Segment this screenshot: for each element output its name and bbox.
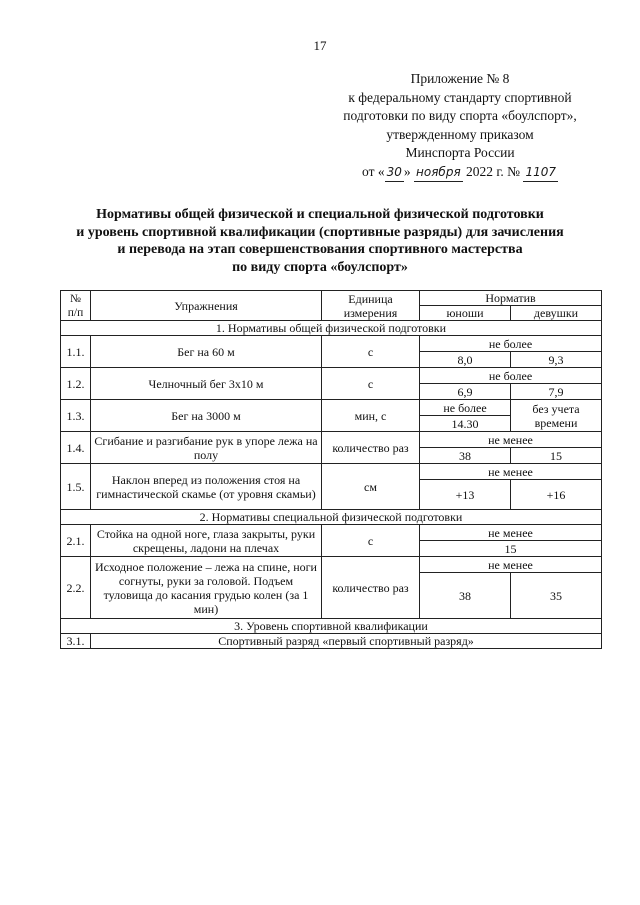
title-line-1: Нормативы общей физической и специальной физической подготовки — [96, 207, 544, 222]
row-boys-qualifier: не более — [420, 400, 511, 416]
row-num: 1.5. — [61, 464, 91, 510]
row-num: 1.2. — [61, 368, 91, 400]
year-text: 2022 г. № — [466, 163, 521, 179]
norms-table — [60, 290, 602, 649]
header-norm: Норматив — [420, 291, 602, 306]
row-boys-value: 38 — [420, 448, 511, 464]
appendix-date-line — [320, 163, 600, 183]
row-girls-value: без учета времени — [511, 400, 602, 432]
header-girls: девушки — [511, 306, 602, 321]
handwritten-month: ноября — [414, 163, 463, 183]
row-exercise: Спортивный разряд «первый спортивный разряд» — [91, 634, 602, 649]
row-exercise: Челночный бег 3х10 м — [91, 368, 322, 400]
title-line-3: и перевода на этап совершенствования спортивного мастерства — [117, 242, 523, 257]
row-qualifier: не менее — [420, 557, 602, 573]
table-row — [61, 634, 602, 649]
row-num: 3.1. — [61, 634, 91, 649]
table-row — [61, 368, 602, 384]
appendix-line-5: Минспорта России — [405, 145, 515, 160]
section-row-2 — [61, 510, 602, 525]
section-row-1 — [61, 321, 602, 336]
section-title: 3. Уровень спортивной квалификации — [61, 619, 602, 634]
row-girls-value: 35 — [511, 573, 602, 619]
page-number: 17 — [313, 38, 327, 53]
handwritten-number: 1107 — [523, 163, 558, 183]
header-row — [61, 291, 602, 306]
row-qualifier: не более — [420, 336, 602, 352]
row-boys-value: 14.30 — [420, 416, 511, 432]
row-exercise: Бег на 60 м — [91, 336, 322, 368]
row-boys-value: 6,9 — [420, 384, 511, 400]
section-title: 2. Нормативы специальной физической подготовки — [61, 510, 602, 525]
appendix-line-3: подготовки по виду спорта «боулспорт», — [343, 108, 577, 123]
row-num: 1.1. — [61, 336, 91, 368]
row-exercise: Наклон вперед из положения стоя на гимнастической скамье (от уровня скамьи) — [91, 464, 322, 510]
table-row — [61, 400, 602, 416]
row-girls-value: 7,9 — [511, 384, 602, 400]
row-qualifier: не менее — [420, 432, 602, 448]
row-num: 2.1. — [61, 525, 91, 557]
header-unit: Единица измерения — [322, 291, 420, 321]
header-num: № п/п — [61, 291, 91, 321]
table-row — [61, 557, 602, 573]
row-exercise: Стойка на одной ноге, глаза закрыты, руки скрещены, ладони на плечах — [91, 525, 322, 557]
row-girls-value: 15 — [511, 448, 602, 464]
row-unit: с — [322, 368, 420, 400]
row-exercise: Исходное положение – лежа на спине, ноги согнуты, руки за головой. Подъем туловища до касания грудью колен (за 1 мин) — [91, 557, 322, 619]
row-qualifier: не более — [420, 368, 602, 384]
row-exercise: Бег на 3000 м — [91, 400, 322, 432]
section-row-3 — [61, 619, 602, 634]
section-title: 1. Нормативы общей физической подготовки — [61, 321, 602, 336]
row-girls-value: 9,3 — [511, 352, 602, 368]
row-unit: с — [322, 525, 420, 557]
row-boys-value: +13 — [420, 480, 511, 510]
table-row — [61, 336, 602, 352]
row-num: 1.4. — [61, 432, 91, 464]
title-line-4: по виду спорта «боулспорт» — [232, 259, 408, 275]
row-qualifier: не менее — [420, 525, 602, 541]
row-unit: см — [322, 464, 420, 510]
header-boys: юноши — [420, 306, 511, 321]
appendix-line-4: утвержденному приказом — [386, 126, 534, 142]
row-both-value: 15 — [420, 541, 602, 557]
appendix-line-2: к федеральному стандарту спортивной — [348, 89, 572, 105]
header-exercise: Упражнения — [91, 291, 322, 321]
row-unit: с — [322, 336, 420, 368]
handwritten-day: 30 — [385, 163, 404, 183]
row-qualifier: не менее — [420, 464, 602, 480]
row-boys-value: 8,0 — [420, 352, 511, 368]
row-boys-value: 38 — [420, 573, 511, 619]
row-unit: количество раз — [322, 557, 420, 619]
table-row — [61, 525, 602, 541]
appendix-title: Приложение № 8 — [410, 71, 510, 86]
document-title — [40, 206, 600, 276]
table-row — [61, 432, 602, 448]
row-unit: мин, с — [322, 400, 420, 432]
quote-close: » — [403, 163, 411, 179]
table-row — [61, 464, 602, 480]
row-unit: количество раз — [322, 432, 420, 464]
date-prefix: от « — [362, 163, 385, 179]
appendix-block — [320, 70, 600, 182]
row-num: 1.3. — [61, 400, 91, 432]
title-line-2: и уровень спортивной квалификации (спортивные разряды) для зачисления — [76, 224, 564, 240]
row-num: 2.2. — [61, 557, 91, 619]
row-girls-value: +16 — [511, 480, 602, 510]
row-exercise: Сгибание и разгибание рук в упоре лежа на полу — [91, 432, 322, 464]
